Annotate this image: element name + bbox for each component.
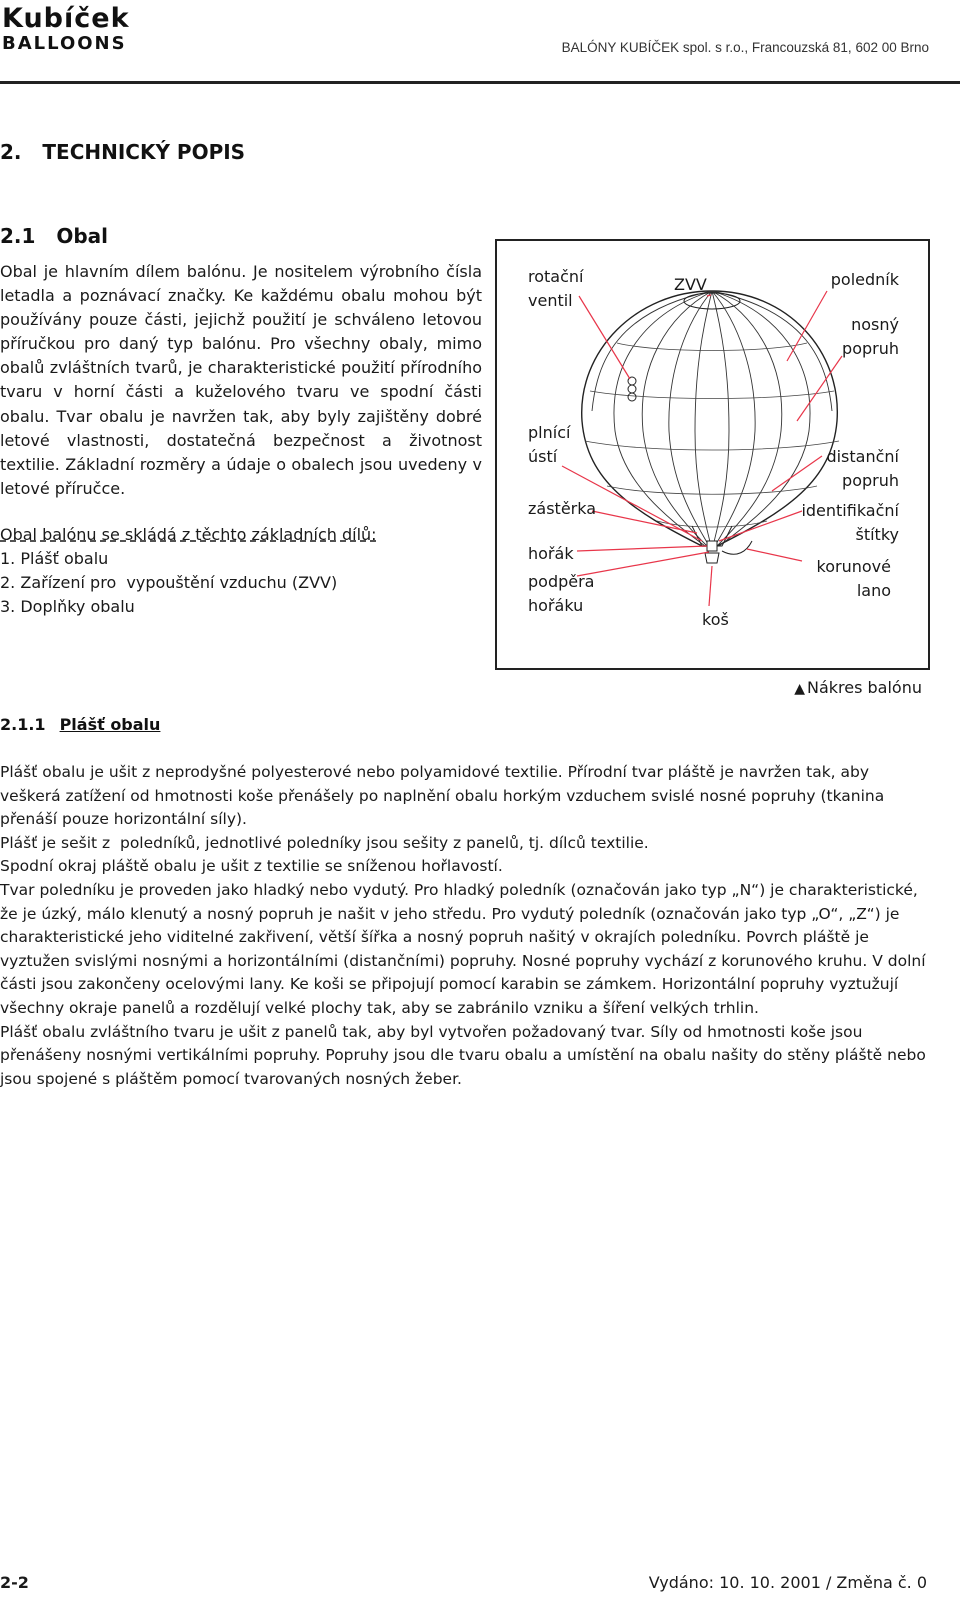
company-logo-subtitle: BALLOONS bbox=[2, 33, 127, 54]
basket bbox=[705, 553, 719, 563]
figure-caption: ▲ Nákres balónu bbox=[794, 678, 922, 697]
envelope-gores bbox=[592, 291, 832, 546]
subsection-title: 2.1 Obal bbox=[0, 224, 108, 248]
crown-line bbox=[722, 541, 752, 554]
body-paragraph: Plášť je sešit z poledníků, jednotlivé poledníky jsou sešity z panelů, tj. dílců textilie. bbox=[0, 833, 649, 852]
body-paragraph: Plášť obalu zvláštního tvaru je ušit z panelů tak, aby byl vytvořen požadovaný tvar. Síly od hmotnosti koše jsou přenášeny nosnými vertikálními popruhy. Popruhy jsou dle tvaru obalu a umístění na obalu našity do stěny pláště nebo jsou spojené s pláštěm pomocí tvarovaných nosných žeber. bbox=[0, 1022, 926, 1088]
subsubsection-heading bbox=[0, 715, 160, 734]
label-crown-line: korunové lano bbox=[816, 557, 891, 600]
label-rotation-vent: rotační ventil bbox=[528, 267, 584, 310]
header-address: BALÓNY KUBÍČEK spol. s r.o., Francouzská 81, 602 00 Brno bbox=[561, 40, 929, 55]
section-title: 2. TECHNICKÝ POPIS bbox=[0, 140, 246, 164]
label-burner: hořák bbox=[528, 544, 574, 563]
intro-text: Obal je hlavním dílem balónu. Je nositelem výrobního čísla letadla a poznávací značky. Ke každému obalu mohou být používány pouze části, jejichž použití je schváleno letovou příručkou pro daný typ balónu. Pro všechny obaly, mimo obalů zvláštních tvarů, je charakteristické použití přírodního tvaru v horní části a kuželového tvaru ve spodní části obalu. Tvar obalu je navržen tak, aby byly zajištěny dobré letové vlastnosti, dostatečná bezpečnost a životnost textilie. Základní rozměry a údaje o obalech jsou uvedeny v letové příručce. bbox=[0, 262, 482, 498]
label-gore: poledník bbox=[830, 270, 899, 289]
page-number: 2-2 bbox=[0, 1573, 29, 1592]
subsubsection-title: Plášť obalu bbox=[59, 715, 161, 734]
triangle-up-icon: ▲ bbox=[794, 681, 805, 697]
list-item: 1. Plášť obalu bbox=[0, 549, 109, 568]
company-logo-wordmark: Kubíček bbox=[2, 3, 130, 34]
issue-info: Vydáno: 10. 10. 2001 / Změna č. 0 bbox=[648, 1573, 927, 1592]
label-burner-support: podpěra hořáku bbox=[528, 572, 595, 615]
label-basket: koš bbox=[702, 610, 729, 629]
list-item: 3. Doplňky obalu bbox=[0, 597, 135, 616]
burner bbox=[707, 541, 717, 551]
label-mouth: plnící ústí bbox=[528, 423, 571, 466]
label-horizontal-tape: distanční popruh bbox=[826, 447, 899, 490]
subsubsection-number: 2.1.1 bbox=[0, 715, 46, 734]
rotation-vent bbox=[628, 377, 636, 401]
parts-list bbox=[0, 547, 337, 619]
list-item: 2. Zařízení pro vypouštění vzduchu (ZVV) bbox=[0, 573, 338, 592]
label-zvv: ZVV bbox=[674, 275, 707, 294]
intro-paragraph bbox=[0, 260, 482, 501]
label-load-tape: nosný popruh bbox=[842, 315, 899, 358]
header-divider bbox=[0, 81, 960, 84]
body-paragraph: Plášť obalu je ušit z neprodyšné polyesterové nebo polyamidové textilie. Přírodní tvar pláště je navržen tak, aby veškerá zatížení od hmotnosti koše přenášely po naplnění obalu horkým vzduchem svislé nosné popruhy (tkanina přenáší pouze horizontální síly). bbox=[0, 763, 885, 829]
parts-heading: Obal balónu se skládá z těchto základních dílů: bbox=[0, 525, 377, 544]
balloon-diagram-frame bbox=[495, 239, 930, 670]
body-paragraph: Spodní okraj pláště obalu je ušit z textilie se sníženou hořlavostí. bbox=[0, 857, 503, 876]
subsection-body bbox=[0, 761, 930, 1091]
label-scoop: zástěrka bbox=[528, 499, 597, 518]
body-paragraph: Tvar poledníku je proveden jako hladký nebo vydutý. Pro hladký poledník (označován jako typ „N“) je charakteristické, že je úzký, málo klenutý a nosný popruh je našit v jeho středu. Pro vydutý poledník (označován jako typ „O“, „Z“) je charakteristické jeho viditelné zakřivení, větší šířka a nosný popruh našitý v okrajích poledníku. Povrch pláště je vyztužen svislými nosnými a horizontálními (distančními) popruhy. Nosné popruhy vychází z korunového kruhu. V dolní části jsou zakončeny ocelovými lany. Ke koši se připojují pomocí karabin se zámkem. Horizontální popruhy vyztužují všechny okraje panelů a rozdělují velké plochy tak, aby se zabránilo vzniku a šíření velkých trhlin. bbox=[0, 880, 926, 1017]
label-id-plates: identifikační štítky bbox=[801, 501, 899, 544]
